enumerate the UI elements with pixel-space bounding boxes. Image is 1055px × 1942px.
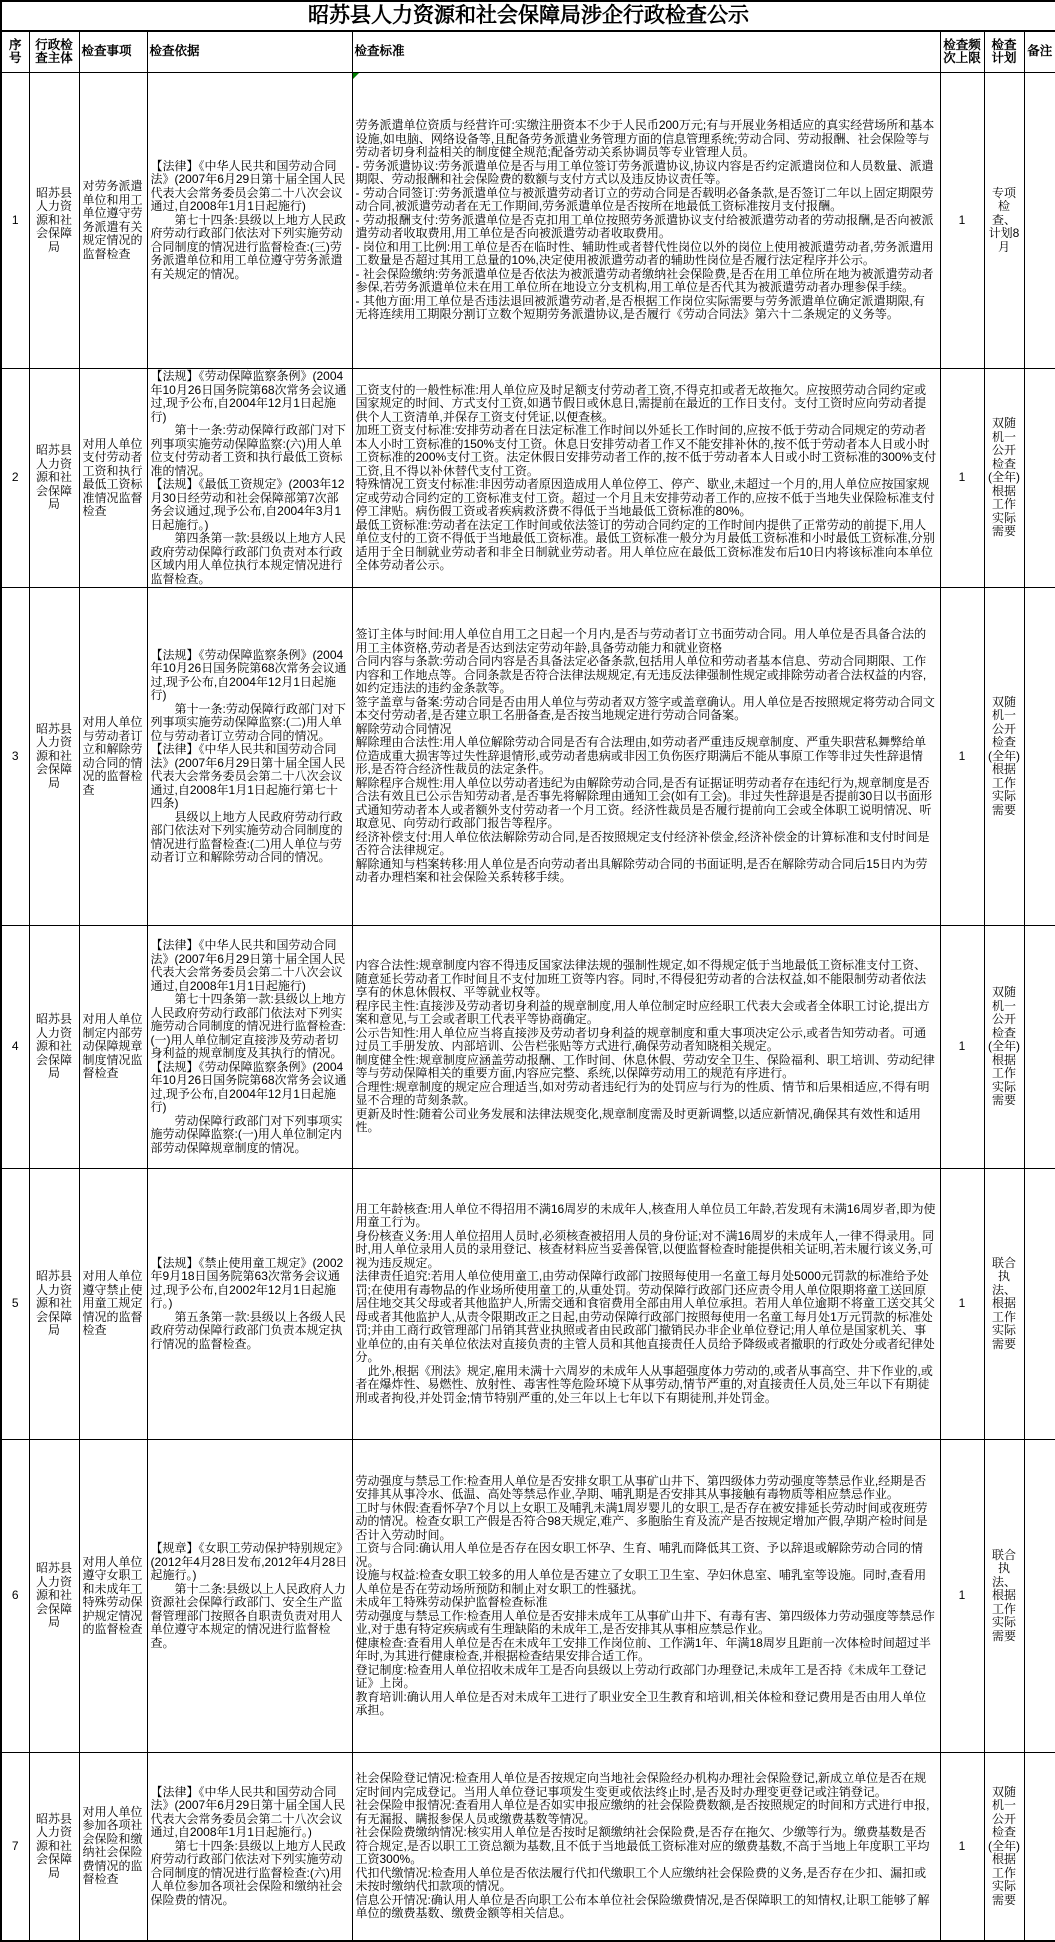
standard-paragraph: 工时与休假:查看怀孕7个月以上女职工及哺乳未满1周岁婴儿的女职工,是否存在被安排延长劳动时间或夜班劳动的情况。检查女职工产假是否符合98天规定,难产、多胞胎生育及流产是否按规定增加产假,孕期产检时间是否计入劳动时间。 bbox=[355, 1500, 928, 1542]
row-item-cell: 对用人单位参加各项社会保险和缴纳社会保险费情况的监督检查 bbox=[79, 1753, 147, 1941]
row-item-cell: 对用人单位支付劳动者工资和执行最低工资标准情况监督检查 bbox=[79, 369, 147, 588]
standard-paragraph: 解除劳动合同情况 bbox=[355, 721, 452, 736]
header-row bbox=[1, 31, 1055, 73]
row-standard-cell bbox=[352, 1169, 940, 1440]
row-remark-cell bbox=[1024, 926, 1055, 1169]
basis-paragraph: 【法规】《劳动保障监察条例》(2004年10月26日国务院第68次常务会议通过,现予公布,自2004年12月1日起施行) bbox=[150, 1059, 347, 1114]
row-basis-cell bbox=[147, 1753, 352, 1941]
column-header-plan: 检查计划 bbox=[984, 31, 1024, 73]
basis-paragraph: 【法律】《中华人民共和国劳动合同法》(2007年6月29日第十届全国人民代表大会常务委员会第二十八次会议通过,自2008年1月1日起施行第七十四条) bbox=[150, 742, 346, 810]
standard-paragraph: 解除通知与档案转移:用人单位是否向劳动者出具解除劳动合同的书面证明,是否在解除劳动合同后15日内为劳动者办理档案和社会保险关系转移手续。 bbox=[355, 856, 928, 885]
row-remark-cell bbox=[1024, 1753, 1055, 1941]
standard-paragraph: 用工年龄核查:用人单位不得招用不满16周岁的未成年人,核查用人单位员工年龄,若发现有未满16周岁者,即为使用童工行为。 bbox=[355, 1201, 936, 1230]
row-item-cell: 对劳务派遣单位和用工单位遵守劳务派遣有关规定情况的监督检查 bbox=[79, 73, 147, 369]
row-subject-cell: 昭苏县人力资源和社会保障局 bbox=[29, 588, 79, 926]
standard-paragraph: 代扣代缴情况:检查用人单位是否依法履行代扣代缴职工个人应缴纳社会保险费的义务,是否存在少扣、漏扣或未按时缴纳代扣款项的情况。 bbox=[355, 1865, 927, 1893]
basis-paragraph: 【法律】《中华人民共和国劳动合同法》(2007年6月29日第十届全国人民代表大会常务委员会第二十八次会议通过,自2008年1月1日起施行。) bbox=[150, 1784, 346, 1839]
basis-paragraph: 第十二条:县级以上人民政府人力资源社会保障行政部门、安全生产监督管理部门按照各自职责负责对用人单位遵守本规定的情况进行监督检查。 bbox=[150, 1581, 346, 1650]
basis-paragraph: 第五条第一款:县级以上各级人民政府劳动保障行政部门负责本规定执行情况的监督检查。 bbox=[150, 1309, 346, 1351]
table-row bbox=[1, 1440, 1055, 1753]
standard-paragraph: 身份核查义务:用人单位招用人员时,必须核查被招用人员的身份证;对不满16周岁的未成年人,一律不得录用。同时,用人单位录用人员的录用登记、核查材料应当妥善保管,以便监督检查时能提供相关证明,若未履行该义务,可视为违反规定。 bbox=[355, 1228, 935, 1270]
row-standard-cell bbox=[352, 369, 940, 588]
row-standard-cell bbox=[352, 1753, 940, 1941]
row-plan-cell: 双随机一公开检查(全年)根据工作实际需要 bbox=[984, 926, 1024, 1169]
row-remark-cell bbox=[1024, 588, 1055, 926]
column-header-frequency: 检查频次上限 bbox=[940, 31, 984, 73]
standard-paragraph: 内容合法性:规章制度内容不得违反国家法律法规的强制性规定,如不得规定低于当地最低工资标准支付工资、随意延长劳动者工作时间且不支付加班工资等内容。同时,不得侵犯劳动者的合法权益,如不能限制劳动者依法享有的休息休假权、平等就业权等。 bbox=[355, 958, 927, 1000]
column-header-standard: 检查标准 bbox=[352, 31, 940, 73]
basis-paragraph: 【法律】《中华人民共和国劳动合同法》(2007年6月29日第十届全国人民代表大会常务委员会第二十八次会议通过,自2008年1月1日起施行) bbox=[150, 158, 346, 214]
row-frequency-cell: 1 bbox=[940, 588, 984, 926]
standard-paragraph: 合理性:规章制度的规定应合理适当,如对劳动者违纪行为的处罚应与行为的性质、情节和后果相适应,不得有明显不合理的苛刻条款。 bbox=[355, 1079, 930, 1108]
standard-paragraph: 签字盖章与备案:劳动合同是否由用人单位与劳动者双方签字或盖章确认。用人单位是否按照规定将劳动合同文本交付劳动者,是否建立职工名册备查,是否按当地规定进行劳动合同备案。 bbox=[355, 694, 935, 723]
standard-paragraph: 更新及时性:随着公司业务发展和法律法规变化,规章制度需及时更新调整,以适应新情况,确保其有效性和适用性。 bbox=[355, 1106, 921, 1135]
row-subject-cell: 昭苏县人力资源和社会保障局 bbox=[29, 1440, 79, 1753]
row-seq-cell: 5 bbox=[1, 1169, 29, 1440]
row-subject-cell: 昭苏县人力资源和社会保障局 bbox=[29, 1753, 79, 1941]
row-plan-cell: 专项检查、计划8月 bbox=[984, 73, 1024, 369]
standard-paragraph: 工资与合同:确认用人单位是否存在因女职工怀孕、生育、哺乳而降低其工资、予以辞退或解除劳动合同的情况。 bbox=[355, 1541, 923, 1569]
row-basis-cell bbox=[147, 1169, 352, 1440]
standard-paragraph: 健康检查:查看用人单位是否在未成年工安排工作岗位前、工作满1年、年满18周岁且距前一次体检时间超过半年时,为其进行健康检查,并根据检查结果安排合适工作。 bbox=[355, 1635, 931, 1663]
column-header-seq: 序号 bbox=[1, 31, 29, 73]
page-title: 昭苏县人力资源和社会保障局涉企行政检查公示 bbox=[1, 1, 1055, 31]
table-body bbox=[1, 73, 1055, 1941]
standard-paragraph: 信息公开情况:确认用人单位是否向职工公布本单位社会保险缴费情况,是否保障职工的知情权,让职工能够了解单位的缴费基数、缴费金额等相关信息。 bbox=[355, 1892, 930, 1920]
row-frequency-cell: 1 bbox=[940, 1440, 984, 1753]
standard-paragraph: 特殊情况工资支付标准:非因劳动者原因造成用人单位停工、停产、歇业,未超过一个月的,用人单位应按国家规定或劳动合同约定的工资标准支付工资。超过一个月且未安排劳动者工作的,应按不低于当地失业保险标准支付停工津贴。病伤假工资或者疾病救济费不得低于当地最低工资标准的80%。 bbox=[355, 477, 935, 518]
basis-paragraph: 第十一条:劳动保障行政部门对下列事项实施劳动保障监察:(六)用人单位支付劳动者工资和执行最低工资标准的情况。 bbox=[150, 423, 346, 478]
row-seq-cell: 7 bbox=[1, 1753, 29, 1941]
row-plan-cell: 联合执法、根据工作实际需要 bbox=[984, 1169, 1024, 1440]
row-item-cell: 对用人单位遵守女职工和未成年工特殊劳动保护规定情况的监督检查 bbox=[79, 1440, 147, 1753]
basis-paragraph: 县级以上地方人民政府劳动行政部门依法对下列实施劳动合同制度的情况进行监督检查:(二)用人单位与劳动者订立和解除劳动合同的情况。 bbox=[150, 809, 343, 864]
row-remark-cell bbox=[1024, 73, 1055, 369]
row-basis-cell bbox=[147, 1440, 352, 1753]
row-basis-cell bbox=[147, 73, 352, 369]
standard-paragraph: 社会保险费缴纳情况:核实用人单位是否按时足额缴纳社会保险费,是否存在拖欠、少缴等行为。缴费基数是否符合规定,是否以职工工资总额为基数,且不低于当地最低工资标准对应的缴费基数,不高于当地上年度职工平均工资300%。 bbox=[355, 1825, 930, 1866]
standard-paragraph: 设施与权益:检查女职工较多的用人单位是否建立了女职工卫生室、孕妇休息室、哺乳室等设施。同时,查看用人单位是否在劳动场所预防和制止对女职工的性骚扰。 bbox=[355, 1568, 927, 1596]
standard-paragraph: 社会保险登记情况:检查用人单位是否按规定向当地社会保险经办机构办理社会保险登记,新成立单位是否在规定时间内完成登记。当用人单位登记事项发生变更或依法终止时,是否及时办理变更登记或注销登记。 bbox=[355, 1771, 927, 1799]
standard-paragraph: 未成年工特殊劳动保护监督检查标准 bbox=[355, 1595, 548, 1609]
table-row bbox=[1, 926, 1055, 1169]
row-standard-cell bbox=[352, 588, 940, 926]
standard-paragraph: - 劳动合同签订:劳务派遣单位与被派遣劳动者订立的劳动合同是否载明必备条款,是否签订二年以上固定期限劳动合同,被派遣劳动者在无工作期间,劳务派遣单位是否按所在地最低工资标准按月支付报酬。 bbox=[355, 185, 934, 214]
basis-paragraph: 【法规】《禁止使用童工规定》(2002年9月18日国务院第63次常务会议通过,现予公布,自2002年12月1日起施行。) bbox=[150, 1255, 344, 1311]
column-header-subject: 行政检查主体 bbox=[29, 31, 79, 73]
basis-paragraph: 【法规】《劳动保障监察条例》(2004年10月26日国务院第68次常务会议通过,现予公布,自2004年12月1日起施行) bbox=[150, 647, 347, 702]
standard-paragraph: - 岗位和用工比例:用工单位是否在临时性、辅助性或者替代性岗位以外的岗位上使用被派遣劳动者,劳务派遣用工数量是否超过其用工总量的10%,决定使用被派遣劳动者的辅助性岗位是否履行法定程序并公示。 bbox=[355, 239, 934, 268]
row-subject-cell: 昭苏县人力资源和社会保障局 bbox=[29, 369, 79, 588]
standard-paragraph: 此外,根据《刑法》规定,雇用未满十六周岁的未成年人从事超强度体力劳动的,或者从事高空、井下作业的,或者在爆炸性、易燃性、放射性、毒害性等危险环境下从事劳动,情节严重的,对直接责任人员,处三年以下有期徒刑或者拘役,并处罚金;情节特别严重的,处三年以上七年以下有期徒刑,并处罚金。 bbox=[355, 1363, 933, 1405]
basis-paragraph: 第十一条:劳动保障行政部门对下列事项实施劳动保障监察:(二)用人单位与劳动者订立劳动合同的情况。 bbox=[150, 701, 346, 743]
standard-paragraph: 签订主体与时间:用人单位自用工之日起一个月内,是否与劳动者订立书面劳动合同。用人单位是否具备合法的用工主体资格,劳动者是否达到法定劳动年龄,具备劳动能力和就业资格 bbox=[355, 627, 927, 655]
row-frequency-cell: 1 bbox=[940, 73, 984, 369]
row-seq-cell: 6 bbox=[1, 1440, 29, 1753]
table-row bbox=[1, 588, 1055, 926]
row-basis-cell bbox=[147, 926, 352, 1169]
row-remark-cell bbox=[1024, 369, 1055, 588]
standard-paragraph: 登记制度:检查用人单位招收未成年工是否向县级以上劳动行政部门办理登记,未成年工是否持《未成年工登记证》上岗。 bbox=[355, 1662, 927, 1690]
standard-paragraph: 劳动强度与禁忌工作:检查用人单位是否安排女职工从事矿山井下、第四级体力劳动强度等禁忌作业,经期是否安排其从事冷水、低温、高处等禁忌作业,孕期、哺乳期是否安排其从事接触有毒物质等相应禁忌作业。 bbox=[355, 1473, 927, 1501]
standard-paragraph: 最低工资标准:劳动者在法定工作时间或依法签订的劳动合同约定的工作时间内提供了正常劳动的前提下,用人单位支付的工资不得低于当地最低工资标准。最低工资标准一般分为月最低工资标准和小时最低工资标准,分别适用于全日制就业劳动者和非全日制就业劳动者。用人单位应在最低工资标准发布后10日内将该标准向本单位全体劳动者公示。 bbox=[355, 517, 935, 572]
standard-paragraph: 程序民主性:直接涉及劳动者切身利益的规章制度,用人单位制定时应经职工代表大会或者全体职工讨论,提出方案和意见,与工会或者职工代表平等协商确定。 bbox=[355, 998, 930, 1027]
table-row bbox=[1, 1169, 1055, 1440]
row-standard-cell bbox=[352, 73, 940, 369]
standard-paragraph: 经济补偿支付:用人单位依法解除劳动合同,是否按照规定支付经济补偿金,经济补偿金的计算标准和支付时间是否符合法律规定。 bbox=[355, 829, 930, 858]
basis-paragraph: 劳动保障行政部门对下列事项实施劳动保障监察:(一)用人单位制定内部劳动保障规章制度的情况。 bbox=[150, 1113, 343, 1155]
basis-paragraph: 第四条第一款:县级以上地方人民政府劳动保障行政部门负责对本行政区域内用人单位执行本规定情况进行监督检查。 bbox=[150, 531, 346, 586]
row-frequency-cell: 1 bbox=[940, 369, 984, 588]
row-subject-cell: 昭苏县人力资源和社会保障局 bbox=[29, 1169, 79, 1440]
basis-paragraph: 第七十四条:县级以上地方人民政府劳动行政部门依法对下列实施劳动合同制度的情况进行监督检查:(六)用人单位参加各项社会保险和缴纳社会保险费的情况。 bbox=[150, 1838, 346, 1907]
row-item-cell: 对用人单位遵守禁止使用童工规定情况的监督检查 bbox=[79, 1169, 147, 1440]
basis-paragraph: 第七十四条第一款:县级以上地方人民政府劳动行政部门依法对下列实施劳动合同制度的情况进行监督检查:(一)用人单位制定直接涉及劳动者切身利益的规章制度及其执行的情况。 bbox=[150, 992, 346, 1060]
row-basis-cell bbox=[147, 369, 352, 588]
standard-paragraph: 解除程序合规性:用人单位以劳动者违纪为由解除劳动合同,是否有证据证明劳动者存在违纪行为,规章制度是否合法有效且已公示告知劳动者,是否事先将解除理由通知工会(如有工会)。非过失性辞退是否提前30日以书面形式通知劳动者本人或者额外支付劳动者一个月工资。经济性裁员是否履行提前向工会或全体职工说明情况、听取意见、向劳动行政部门报告等程序。 bbox=[355, 775, 933, 831]
standard-paragraph: 法律责任追究:若用人单位使用童工,由劳动保障行政部门按照每使用一名童工每月处5000元罚款的标准给予处罚;在使用有毒物品的作业场所使用童工的,从重处罚。劳动保障行政部门还应责令用人单位限期将童工送回原居住地交其父母或者其他监护人,所需交通和食宿费用全部由用人单位承担。若用人单位逾期不将童工送交其父母或者其他监护人,从责令限期改正之日起,由劳动保障行政部门按照每使用一名童工每月处1万元罚款的标准处罚;并由工商行政管理部门吊销其营业执照或者由民政部门撤销民办非企业单位登记;用人单位是国家机关、事业单位的,由有关单位依法对直接负责的主管人员和其他直接责任人员给予降级或者撤职的行政处分或者纪律处分。 bbox=[355, 1269, 935, 1365]
row-remark-cell bbox=[1024, 1169, 1055, 1440]
row-plan-cell: 双随机一公开检查(全年)根据工作实际需要 bbox=[984, 369, 1024, 588]
column-header-remark: 备注 bbox=[1024, 31, 1055, 73]
standard-paragraph: 解除理由合法性:用人单位解除劳动合同是否有合法理由,如劳动者严重违反规章制度、严重失职营私舞弊给单位造成重大损害等过失性辞退情形,或劳动者患病或非因工负伤医疗期满后不能从事原工作等非过失性辞退情形,是否符合经济性裁员的法定条件。 bbox=[355, 735, 927, 777]
basis-paragraph: 【法规】《劳动保障监察条例》(2004年10月26日国务院第68次常务会议通过,现予公布,自2004年12月1日起施行) bbox=[150, 369, 347, 424]
title-row bbox=[1, 1, 1055, 31]
column-header-item: 检查事项 bbox=[79, 31, 147, 73]
row-subject-cell: 昭苏县人力资源和社会保障局 bbox=[29, 926, 79, 1169]
row-standard-cell bbox=[352, 1440, 940, 1753]
standard-paragraph: 教育培训:确认用人单位是否对未成年工进行了职业安全卫生教育和培训,相关体检和登记费用是否由用人单位承担。 bbox=[355, 1689, 927, 1717]
row-seq-cell: 4 bbox=[1, 926, 29, 1169]
standard-paragraph: - 劳动报酬支付:劳务派遣单位是否克扣用工单位按照劳务派遣协议支付给被派遣劳动者的劳动报酬,是否向被派遣劳动者收取费用,用工单位是否向被派遣劳动者收取费用。 bbox=[355, 212, 934, 241]
standard-paragraph: - 劳务派遣协议:劳务派遣单位是否与用工单位签订劳务派遣协议,协议内容是否约定派遣岗位和人员数量、派遣期限、劳动报酬和社会保险费的数额与支付方式以及违反协议责任等。 bbox=[355, 158, 934, 187]
row-plan-cell: 双随机一公开检查(全年)根据工作实际需要 bbox=[984, 588, 1024, 926]
row-frequency-cell: 1 bbox=[940, 1753, 984, 1941]
standard-paragraph: 社会保险申报情况:查看用人单位是否如实申报应缴纳的社会保险费数额,是否按照规定的时间和方式进行申报,有无漏报、瞒报参保人员或缴费基数等情况。 bbox=[355, 1798, 930, 1826]
row-plan-cell: 联合执法、根据工作实际需要 bbox=[984, 1440, 1024, 1753]
table-row bbox=[1, 1753, 1055, 1941]
row-frequency-cell: 1 bbox=[940, 926, 984, 1169]
standard-paragraph: 公示告知性:用人单位应当将直接涉及劳动者切身利益的规章制度和重大事项决定公示,或者告知劳动者。可通过员工手册发放、内部培训、公告栏张贴等方式进行,确保劳动者知晓相关规定。 bbox=[355, 1025, 927, 1054]
standard-paragraph: 制度健全性:规章制度应涵盖劳动报酬、工作时间、休息休假、劳动安全卫生、保险福利、职工培训、劳动纪律等与劳动保障相关的重要方面,内容应完整、系统,以保障劳动用工的规范有序进行。 bbox=[355, 1052, 935, 1081]
row-seq-cell: 2 bbox=[1, 369, 29, 588]
standard-paragraph: 加班工资支付标准:安排劳动者在日法定标准工作时间以外延长工作时间的,应按不低于劳动合同规定的劳动者本人小时工资标准的150%支付工资。休息日安排劳动者工作又不能安排补休的,按不低于劳动者本人日或小时工资标准的200%支付工资。法定休假日安排劳动者工作的,按不低于劳动者本人日或小时工资标准的300%支付工资,且不得以补休替代支付工资。 bbox=[355, 423, 937, 478]
basis-paragraph: 第七十四条:县级以上地方人民政府劳动行政部门依法对下列实施劳动合同制度的情况进行监督检查:(三)劳务派遣单位和用工单位遵守劳务派遣有关规定的情况。 bbox=[150, 212, 346, 281]
standard-paragraph: 劳动强度与禁忌工作:检查用人单位是否安排未成年工从事矿山井下、有毒有害、第四级体力劳动强度等禁忌作业,对于患有特定疾病或有生理缺陷的未成年工,是否安排其从事相应禁忌作业。 bbox=[355, 1608, 935, 1636]
standard-paragraph: - 社会保险缴纳:劳务派遣单位是否依法为被派遣劳动者缴纳社会保险费,是否在用工单位所在地为被派遣劳动者参保,若劳务派遣单位未在用工单位所在地设立分支机构,用工单位是否代其为被派遣劳动者办理参保手续。 bbox=[355, 266, 934, 295]
column-header-basis: 检查依据 bbox=[147, 31, 352, 73]
row-basis-cell bbox=[147, 588, 352, 926]
row-plan-cell: 双随机一公开检查(全年)根据工作实际需要 bbox=[984, 1753, 1024, 1941]
row-seq-cell: 3 bbox=[1, 588, 29, 926]
standard-paragraph: 劳务派遣单位资质与经营许可:实缴注册资本不少于人民币200万元;有与开展业务相适应的真实经营场所和基本设施,如电脑、网络设备等,且配备劳务派遣业务管理方面的信息管理系统;劳动合同、劳动报酬、社会保险等与劳动者切身利益相关的制度健全规范;配备劳动关系协调员等专业管理人员。 bbox=[355, 118, 935, 160]
basis-paragraph: 【法规】《最低工资规定》(2003年12月30日经劳动和社会保障部第7次部务会议通过,现予公布,自2004年3月1日起施行。) bbox=[150, 477, 345, 532]
row-item-cell: 对用人单位制定内部劳动保障规章制度情况监督检查 bbox=[79, 926, 147, 1169]
row-remark-cell bbox=[1024, 1440, 1055, 1753]
standard-paragraph: 工资支付的一般性标准:用人单位应及时足额支付劳动者工资,不得克扣或者无故拖欠。应按照劳动合同约定或国家规定的时间、方式支付工资,如遇节假日或休息日,需提前在最近的工作日支付。支付工资时应向劳动者提供个人工资清单,并保存工资支付凭证,以便查核。 bbox=[355, 382, 927, 424]
basis-paragraph: 【规章】《女职工劳动保护特别规定》(2012年4月28日发布,2012年4月28日起施行。) bbox=[150, 1541, 349, 1582]
table-row bbox=[1, 369, 1055, 588]
basis-paragraph: 【法律】《中华人民共和国劳动合同法》(2007年6月29日第十届全国人民代表大会常务委员会第二十八次会议通过,自2008年1月1日起施行) bbox=[150, 938, 346, 993]
row-item-cell: 对用人单位与劳动者订立和解除劳动合同的情况的监督检查 bbox=[79, 588, 147, 926]
standard-paragraph: - 其他方面:用工单位是否违法退回被派遣劳动者,是否根据工作岗位实际需要与劳务派遣单位确定派遣期限,有无将连续用工期限分割订立数个短期劳务派遣协议,是否履行《劳动合同法》第六十二条规定的义务等。 bbox=[355, 293, 925, 322]
row-frequency-cell: 1 bbox=[940, 1169, 984, 1440]
row-seq-cell: 1 bbox=[1, 73, 29, 369]
table-row bbox=[1, 73, 1055, 369]
row-standard-cell bbox=[352, 926, 940, 1169]
row-subject-cell: 昭苏县人力资源和社会保障局 bbox=[29, 73, 79, 369]
standard-paragraph: 合同内容与条款:劳动合同内容是否具备法定必备条款,包括用人单位和劳动者基本信息、劳动合同期限、工作内容和工作地点等。合同条款是否符合法律法规规定,有无违反法律强制性规定或排除劳动者合法权益的内容,如约定违法的违约金条款等。 bbox=[355, 654, 927, 696]
